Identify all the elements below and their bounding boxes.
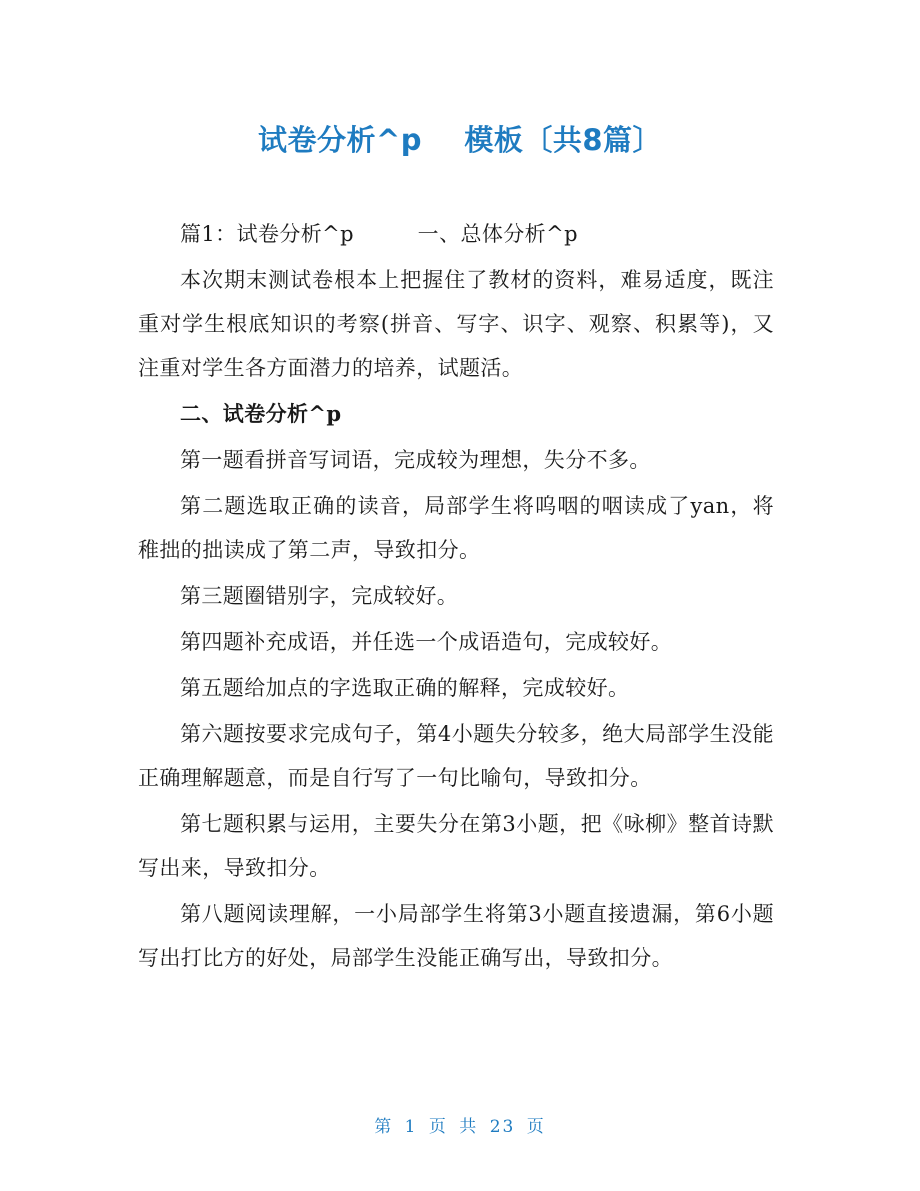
paragraph: 第五题给加点的字选取正确的解释，完成较好。 (180, 676, 630, 700)
paragraph: 本次期末测试卷根本上把握住了教材的资料，难易适度，既注重对学生根底知识的考察(拼音、写字、识字、观察、积累等)，又注重对学生各方面潜力的培养，试题活。 (138, 268, 774, 380)
footer-suffix: 页 (526, 1117, 546, 1137)
page-footer (0, 1112, 920, 1137)
footer-total-pages: 23 (489, 1117, 516, 1137)
paragraph: 第二题选取正确的读音，局部学生将呜咽的咽读成了yan，将稚拙的拙读成了第二声，导致扣分。 (138, 494, 774, 562)
paragraph: 二、试卷分析^p (180, 401, 342, 426)
paragraph: 第六题按要求完成句子，第4小题失分较多，绝大局部学生没能正确理解题意，而是自行写了一句比喻句，导致扣分。 (138, 722, 774, 790)
footer-current-page: 1 (404, 1117, 418, 1137)
paragraph: 第一题看拼音写词语，完成较为理想，失分不多。 (180, 448, 651, 472)
footer-prefix: 第 (374, 1117, 394, 1137)
document-title: 试卷分析^p 模板〔共8篇〕 (257, 123, 663, 157)
footer-total-word: 共 (459, 1117, 479, 1137)
footer-page-word: 页 (428, 1117, 448, 1137)
paragraph: 篇1：试卷分析^p 一、总体分析^p (180, 222, 578, 246)
paragraph: 第八题阅读理解，一小局部学生将第3小题直接遗漏，第6小题写出打比方的好处，局部学生没能正确写出，导致扣分。 (138, 902, 774, 970)
document-body (138, 212, 774, 982)
paragraph: 第四题补充成语，并任选一个成语造句，完成较好。 (180, 630, 673, 654)
paragraph: 第三题圈错别字，完成较好。 (180, 584, 459, 608)
paragraph: 第七题积累与运用，主要失分在第3小题，把《咏柳》整首诗默写出来，导致扣分。 (138, 812, 774, 880)
